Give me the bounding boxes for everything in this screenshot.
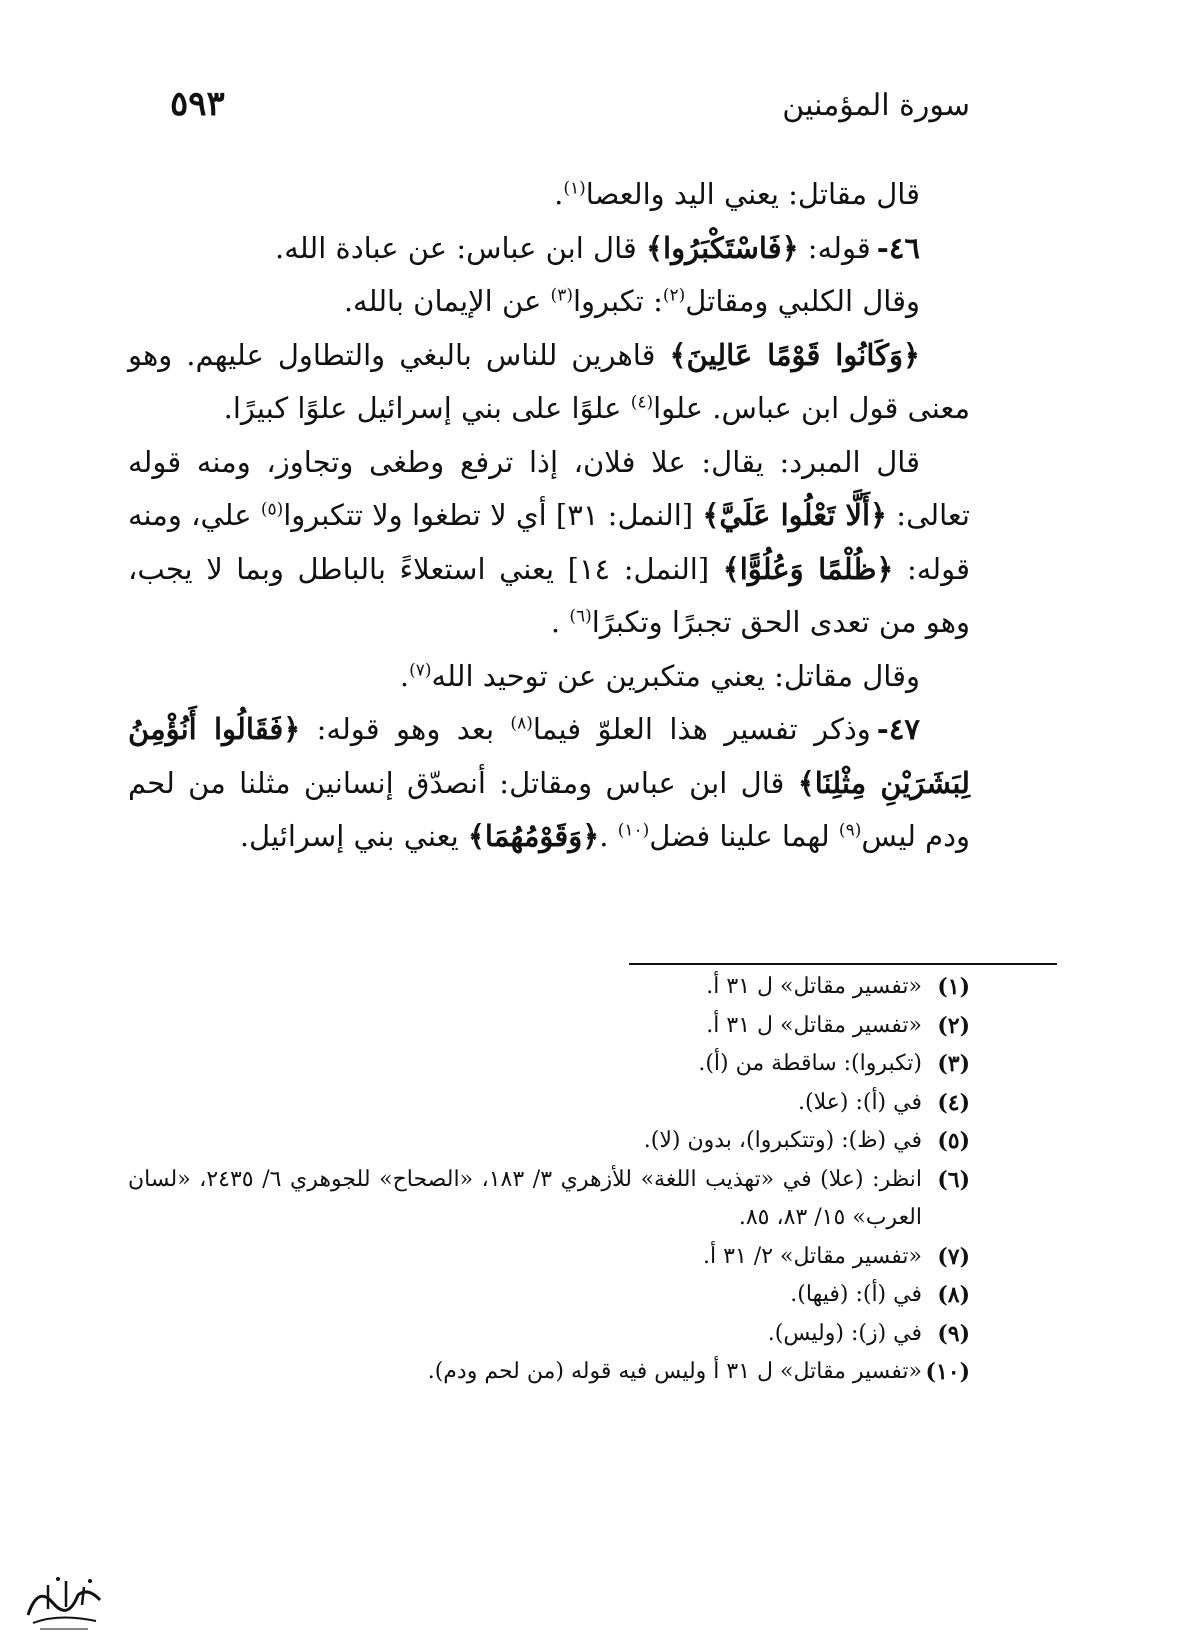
footnote-ref: (٥) xyxy=(260,499,284,520)
footnote-number: (٢) xyxy=(937,1012,970,1039)
footnote-item xyxy=(128,1353,970,1392)
footnote-ref: (١٠) xyxy=(617,820,650,841)
quran-quote: ﴿أَلَّا تَعْلُوا عَلَيَّ﴾ xyxy=(702,498,888,532)
footnote-number: (٦) xyxy=(937,1166,970,1193)
p7-text-f: يعني بني إسرائيل. xyxy=(239,819,468,853)
footnote-number: (٨) xyxy=(937,1282,970,1308)
p5-text-a: قال المبرد: يقال: علا فلان، إذا ترفع وطغى وتجاوز، ومنه قوله تعالى: xyxy=(128,444,970,532)
verse-number: ٤٧- xyxy=(876,712,920,746)
paragraph-1 xyxy=(128,168,970,222)
paragraph-5 xyxy=(128,436,970,650)
footnote-item xyxy=(128,1315,970,1354)
footnote-ref: (٦) xyxy=(569,606,592,627)
footnote-ref: (٤) xyxy=(630,392,654,413)
footnote-item xyxy=(128,1084,970,1123)
footnote-number: (٩) xyxy=(937,1320,970,1347)
paragraph-2 xyxy=(128,222,970,276)
p3-text-a: وقال الكلبي ومقاتل xyxy=(685,284,920,318)
footnote-text: في (ظ): (وتتكبروا)، بدون (لا). xyxy=(643,1128,922,1153)
footnote-number: (٧) xyxy=(937,1243,970,1270)
footnote-ref: (٢) xyxy=(662,285,686,306)
paragraph-3 xyxy=(128,275,970,329)
footnote-text: (تكبروا): ساقطة من (أ). xyxy=(698,1051,922,1076)
p2-text-a: قوله: xyxy=(798,230,871,265)
page-number: ٥٩٣ xyxy=(170,84,225,124)
quran-quote: ﴿وَقَوْمُهُمَا﴾ xyxy=(467,819,600,853)
p5-text-b: [النمل: ٣١] أي لا تطغوا ولا تتكبروا xyxy=(283,498,703,532)
footnote-item xyxy=(128,1007,970,1046)
paragraph-4 xyxy=(128,329,970,436)
p2-text-b: قال ابن عباس: عن عبادة الله. xyxy=(275,230,647,265)
footnote-text: في (أ): (علا). xyxy=(798,1089,922,1115)
quran-quote: ﴿فَقَالُوا أَنُؤْمِنُ لِبَشَرَيْنِ مِثْلِنَا﴾ xyxy=(128,712,970,800)
footnote-number: (١٠) xyxy=(925,1359,970,1385)
footnote-divider xyxy=(629,963,1057,965)
footnote-text: «تفسير مقاتل» ل ٣١ أ وليس فيه قوله (من لحم ودم). xyxy=(427,1359,922,1384)
footnote-ref: (٨) xyxy=(510,713,533,734)
footnote-ref: (١) xyxy=(563,178,586,199)
page-header xyxy=(170,78,970,138)
footnote-item xyxy=(128,1276,970,1315)
paragraph-7 xyxy=(128,703,970,864)
quran-quote: ﴿وَكَانُوا قَوْمًا عَالِينَ﴾ xyxy=(669,337,921,372)
footnote-item xyxy=(128,1238,970,1277)
paragraph-6 xyxy=(128,650,970,704)
footnote-ref: (٣) xyxy=(550,285,573,306)
p3-text-b: : تكبروا xyxy=(572,284,663,318)
p7-text-e: . xyxy=(599,819,618,853)
p4-text-a: قاهرين للناس بالبغي والتطاول عليهم. وهو معنى قول ابن عباس. علوا xyxy=(128,337,970,425)
footnote-text: «تفسير مقاتل» ٢/ ٣١ أ. xyxy=(703,1243,922,1269)
footnote-ref: (٩) xyxy=(838,820,862,841)
verse-number: ٤٦- xyxy=(876,230,920,265)
p7-text-c: قال ابن عباس ومقاتل: أنصدّق إنسانين مثلنا من لحم ودم ليس xyxy=(128,765,970,853)
p7-text-d: لهما علينا فضل xyxy=(649,819,839,853)
p7-text-b: بعد وهو قوله: xyxy=(300,712,511,746)
p1-text: قال مقاتل: يعني اليد والعصا xyxy=(585,177,920,211)
p7-text-a: وذكر تفسير هذا العلوّ فيما xyxy=(532,712,871,746)
footnote-number: (٣) xyxy=(937,1051,970,1077)
p5-text-d: [النمل: ١٤] يعني استعلاءً بالباطل وبما لا يجب، وهو من تعدى الحق تجبرًا وتكبرًا xyxy=(128,551,970,639)
footnote-text: في (ز): (وليس). xyxy=(767,1320,922,1346)
footnote-item xyxy=(128,1161,970,1238)
p6-end: . xyxy=(399,658,410,693)
footnote-ref: (٧) xyxy=(409,659,432,680)
main-text xyxy=(128,168,970,864)
footnote-number: (٤) xyxy=(937,1089,970,1116)
footnote-item xyxy=(128,1045,970,1084)
quran-quote: ﴿فَاسْتَكْبَرُوا﴾ xyxy=(646,230,799,265)
footnote-item xyxy=(128,1122,970,1161)
footnote-text: في (أ): (فيها). xyxy=(790,1282,922,1307)
footnote-number: (١) xyxy=(937,974,970,1000)
footnote-item xyxy=(128,968,970,1007)
footnotes xyxy=(128,968,970,1392)
p5-text-e: . xyxy=(550,605,570,639)
footnote-text: «تفسير مقاتل» ل ٣١ أ. xyxy=(706,974,922,999)
p6-text: وقال مقاتل: يعني متكبرين عن توحيد الله xyxy=(431,658,920,693)
p4-text-b: علوًا على بني إسرائيل علوًا كبيرًا. xyxy=(223,391,631,425)
surah-title: سورة المؤمنين xyxy=(782,88,970,123)
footnote-number: (٥) xyxy=(937,1128,970,1154)
p1-end: . xyxy=(554,177,564,211)
calligraphy-logo-icon xyxy=(18,1565,108,1635)
p5-text-c: علي، ومنه قوله: xyxy=(128,498,970,586)
footnote-text: انظر: (علا) في «تهذيب اللغة» للأزهري ٣/ ١٨٣، «الصحاح» للجوهري ٦/ ٢٤٣٥، «لسان العرب» ١٥/ ٨٣، ٨٥. xyxy=(128,1166,923,1230)
footnote-text: «تفسير مقاتل» ل ٣١ أ. xyxy=(706,1012,922,1038)
p3-text-c: عن الإيمان بالله. xyxy=(343,284,551,318)
quran-quote: ﴿ظُلْمًا وَعُلُوًّا﴾ xyxy=(722,551,894,586)
